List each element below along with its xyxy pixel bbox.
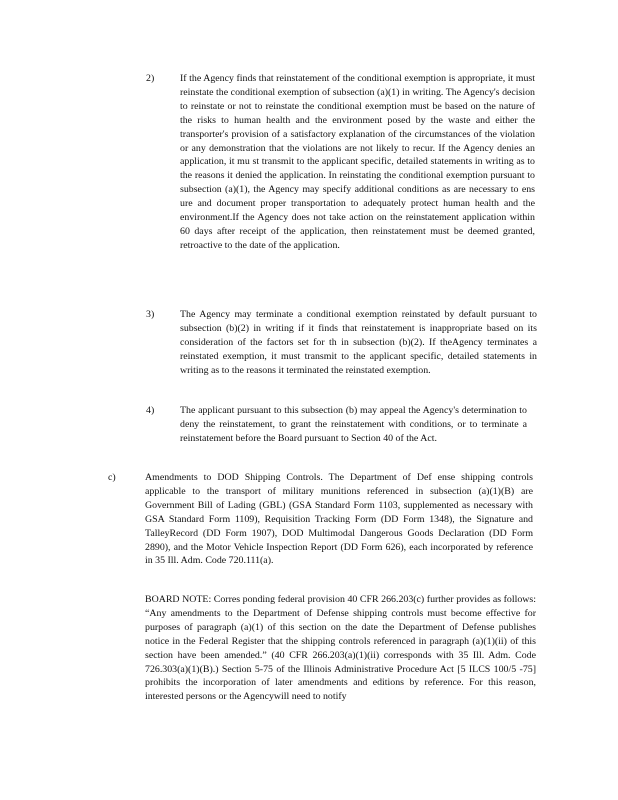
item-number: 3) [146,309,155,320]
section-number: c) [108,472,116,483]
item-number: 4) [146,405,155,416]
board-note: BOARD NOTE: Corres ponding federal provision 40 CFR 266.203(c) further provides as follows: “Any amendments to the Department of Defense shipping controls must become effective for purposes of paragraph (a)(1) of this section on the date the Department of Defense publishes notice in the Federal Register that the shipping controls referenced in paragraph (a)(1)(ii) of this section have been amended.” (40 CFR 266.203(a)(1)(ii) corresponds with 35 Ill. Adm. Code 726.303(a)(1)(B).) Section 5-75 of the Illinois Administrative Procedure Act [5 ILCS 100/5 -75] prohibits the incorporation of later amendments and editions by reference. For this reason, interested persons or the Agencywill need to notify [145,594,536,703]
item-text: If the Agency finds that reinstatement of the conditional exemption is appropriate, it must reinstate the conditional exemption of subsection (a)(1) in writing. The Agency's decision to reinstate or not to reinstate the conditional exemption must be based on the nature of the risks to human health and the environment posed by the waste and either the transporter's provision of a satisfactory explanation of the circumstances of the violation or any demonstration that the violations are not likely to recur. If the Agency denies an application, it mu st transmit to the applicant specific, detailed statements in writing as to the reasons it denied the application. In reinstating the conditional exemption pursuant to subsection (a)(1), the Agency may specify additional conditions as are necessary to ens ure and document proper transportation to adequately protect human health and the environment.If the Agency does not take action on the reinstatement application within 60 days after receipt of the application, then reinstatement must be deemed granted, retroactive to the date of the application. [180,73,535,251]
item-text: The applicant pursuant to this subsection (b) may appeal the Agency's determination to deny the reinstatement, to grant the reinstatement with conditions, or to terminate a reinstatement before the Board pursuant to Section 40 of the Act. [180,405,527,444]
section-text: Amendments to DOD Shipping Controls. The Department of Def ense shipping controls applicable to the transport of military munitions referenced in subsection (a)(1)(B) are Government Bill of Lading (GBL) (GSA Standard Form 1103, supplemented as necessary with GSA Standard Form 1109), Requisition Tracking Form (DD Form 1348), the Signature and TalleyRecord (DD Form 1907), DOD Multimodal Dangerous Goods Declaration (DD Form 2890), and the Motor Vehicle Inspection Report (DD Form 626), each incorporated by reference in 35 Ill. Adm. Code 720.111(a). [145,472,533,567]
item-number: 2) [146,73,155,84]
item-text: The Agency may terminate a conditional exemption reinstated by default pursuant to subsection (b)(2) in writing if it finds that reinstatement is inappropriate based on its consideration of the factors set for th in subsection (b)(2). If theAgency terminates a reinstated exemption, it must transmit to the applicant specific, detailed statements in writing as to the reasons it terminated the reinstated exemption. [180,309,537,376]
